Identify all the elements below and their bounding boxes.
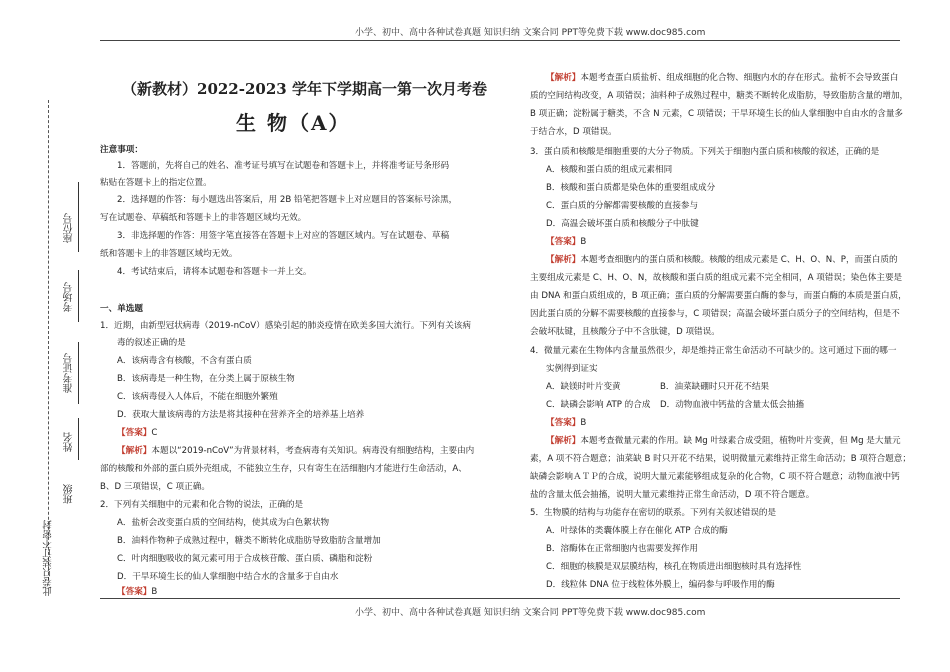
analysis-line: 由 DNA 和蛋白质组成的，B 项正确；蛋白质的分解需要蛋白酶的参与，而蛋白酶的本质是蛋白质， xyxy=(530,291,907,301)
q1-option: B．该病毒是一种生物，在分类上属于原核生物 xyxy=(117,374,295,384)
analysis-line: 本题考查微量元素的作用。缺 Mg 叶绿素合成受阻，植物叶片变黄，但 Mg 是大量元 xyxy=(580,436,901,446)
seal-notice: 此卷只装订不密封 xyxy=(43,520,54,596)
q4-answer xyxy=(546,417,586,430)
room-blank xyxy=(78,270,79,322)
analysis-line: B 项正确；淀粉属于糖类，不含 N 元素，C 项错误；干旱环境生长的仙人掌细胞中自由水的含量多 xyxy=(530,109,904,119)
q4-option-a: A．缺镁时叶片变黄 xyxy=(546,382,621,392)
analysis-line: 盐的含量太低会抽搐，说明大量元素维持正常生命活动，D 项不符合题意。 xyxy=(530,490,815,500)
q3-option: C．蛋白质的分解都需要核酸的直接参与 xyxy=(546,201,699,211)
analysis-tag: 【解析】 xyxy=(546,436,581,446)
q4-option-d: D．动物血液中钙盐的含量太低会抽搐 xyxy=(660,400,805,410)
room-label: 考场号 xyxy=(64,282,75,312)
analysis-line: 素，A 项不符合题意；油菜缺 B 时只开花不结果，说明微量元素维持正常生命活动；B 项符合题意； xyxy=(530,454,911,464)
q4-analysis xyxy=(546,435,901,448)
q5-option: B．溶酶体在正常细胞内也需要发挥作用 xyxy=(546,544,698,554)
binding-line xyxy=(48,100,49,580)
q2-option: D．干旱环境生长的仙人掌细胞中结合水的含量多于自由水 xyxy=(117,572,339,582)
analysis-line: B、D 三项错误，C 项正确。 xyxy=(100,482,210,492)
note-line: 纸和答题卡上的非答题区域均无效。 xyxy=(100,249,238,259)
q2-option: A．盐析会改变蛋白质的空间结构，使其成为白色絮状物 xyxy=(117,518,330,528)
q2-analysis xyxy=(546,72,898,85)
q5-stem: 5．生物膜的结构与功能存在密切的联系。下列有关叙述错误的是 xyxy=(530,508,777,518)
notes-heading: 注意事项： xyxy=(100,145,143,155)
analysis-line: 于结合水，D 项错误。 xyxy=(530,127,617,137)
q1-answer xyxy=(117,427,157,440)
q1-stem: 毒的叙述正确的是 xyxy=(117,338,186,348)
section-title: 一、单选题 xyxy=(100,304,143,314)
note-line: 1．答题前，先将自己的姓名、准考证号填写在试题卷和答题卡上，并将准考证号条形码 xyxy=(117,161,450,171)
q2-answer xyxy=(117,586,157,599)
q3-analysis xyxy=(546,254,898,267)
answer-tag: 【答案】 xyxy=(117,428,152,438)
note-line: 粘贴在答题卡上的指定位置。 xyxy=(100,178,212,188)
header-rule xyxy=(100,40,900,41)
analysis-tag: 【解析】 xyxy=(546,73,581,83)
analysis-line: 部的核酸和外部的蛋白质外壳组成，不能独立生存，只有寄生在活细胞内才能进行生命活动，A、 xyxy=(100,464,467,474)
q1-analysis xyxy=(117,445,474,458)
analysis-line: 质的空间结构改变，A 项错误；油料种子成熟过程中，糖类不断转化成脂肪，导致脂肪含量的增加， xyxy=(530,91,909,101)
analysis-tag: 【解析】 xyxy=(546,255,581,265)
page-header: 小学、初中、高中各种试卷真题 知识归纳 文案合同 PPT等免费下载 www.doc985.com xyxy=(355,28,706,38)
q2-option: C．叶肉细胞吸收的氮元素可用于合成核苷酸、蛋白质、磷脂和淀粉 xyxy=(117,554,373,564)
note-line: 写在试题卷、草稿纸和答题卡上的非答题区域均无效。 xyxy=(100,213,307,223)
answer-value: C xyxy=(151,428,158,438)
analysis-line: 本题以“2019-nCoV”为背景材料，考查病毒有关知识。病毒没有细胞结构，主要由内 xyxy=(151,446,475,456)
analysis-line: 本题考查蛋白质盐析、组成细胞的化合物、细胞内水的存在形式。盐析不会导致蛋白 xyxy=(580,73,899,83)
q5-option: A．叶绿体的类囊体膜上存在催化 ATP 合成的酶 xyxy=(546,526,728,536)
exam-subject: 生 物（A） xyxy=(236,111,351,135)
answer-tag: 【答案】 xyxy=(546,418,581,428)
q4-stem: 4．微量元素在生物体内含量虽然很少，却是维持正常生命活动不可缺少的。这可通过下面的哪一 xyxy=(530,346,897,356)
analysis-line: 因此蛋白质的分解不需要核酸的直接参与，C 项错误；高温会破坏蛋白质分子的空间结构，但是不 xyxy=(530,309,900,319)
seat-label: 座位号 xyxy=(64,213,75,243)
ticket-label: 准考证号 xyxy=(64,353,75,393)
footer-rule xyxy=(100,598,900,599)
q4-stem: 实例得到证实 xyxy=(546,364,598,374)
answer-tag: 【答案】 xyxy=(546,237,581,247)
analysis-tag: 【解析】 xyxy=(117,446,152,456)
q5-option: C．细胞的核膜是双层膜结构，核孔在物质进出细胞核时具有选择性 xyxy=(546,562,802,572)
class-label: 班级 xyxy=(64,484,75,504)
q2-option: B．油料作物种子成熟过程中，糖类不断转化成脂肪导致脂肪含量增加 xyxy=(117,536,381,546)
answer-tag: 【答案】 xyxy=(117,587,152,597)
q5-option: D．线粒体 DNA 位于线粒体外膜上，编码参与呼吸作用的酶 xyxy=(546,580,775,590)
q1-option: A．该病毒含有核酸，不含有蛋白质 xyxy=(117,356,252,366)
analysis-line: 缺磷会影响ＡＴＰ的合成，说明大量元素能够组成复杂的化合物，C 项不符合题意；动物血液中钙 xyxy=(530,472,900,482)
answer-value: B xyxy=(151,587,158,597)
answer-value: B xyxy=(580,237,587,247)
q3-option: B．核酸和蛋白质都是染色体的重要组成成分 xyxy=(546,183,716,193)
answer-value: B xyxy=(580,418,587,428)
note-line: 4．考试结束后，请将本试题卷和答题卡一并上交。 xyxy=(117,267,312,277)
analysis-line: 会破坏肽键，且核酸分子中不含肽键，D 项错误。 xyxy=(530,327,720,337)
q1-stem: 1．近期，由新型冠状病毒（2019-nCoV）感染引起的肺炎疫情在欧美多国大流行。下列有关该病 xyxy=(100,321,471,331)
note-line: 2．选择题的作答：每小题选出答案后，用 2B 铅笔把答题卡上对应题目的答案标号涂黑， xyxy=(117,195,458,205)
q3-stem: 3．蛋白质和核酸是细胞重要的大分子物质。下列关于细胞内蛋白质和核酸的叙述，正确的是 xyxy=(530,147,880,157)
exam-title: （新教材）2022-2023 学年下学期高一第一次月考卷 xyxy=(122,80,487,98)
analysis-line: 主要组成元素是 C、H、O、N，故核酸和蛋白质的组成元素不完全相同，A 项错误；染色体主要是 xyxy=(530,273,903,283)
q3-answer xyxy=(546,236,586,249)
q4-option-b: B．油菜缺硼时只开花不结果 xyxy=(660,382,770,392)
q1-option: C．该病毒侵入人体后，不能在细胞外繁殖 xyxy=(117,392,278,402)
q2-stem: 2．下列有关细胞中的元素和化合物的说法，正确的是 xyxy=(100,500,304,510)
q1-option: D．获取大量该病毒的方法是将其接种在营养齐全的培养基上培养 xyxy=(117,410,365,420)
name-blank xyxy=(78,418,79,460)
q3-option: A．核酸和蛋白质的组成元素相同 xyxy=(546,165,673,175)
name-label: 姓名 xyxy=(64,432,75,452)
seat-blank xyxy=(78,182,79,252)
note-line: 3．非选择题的作答：用签字笔直接答在答题卡上对应的答题区域内。写在试题卷、草稿 xyxy=(117,231,450,241)
page-footer: 小学、初中、高中各种试卷真题 知识归纳 文案合同 PPT等免费下载 www.doc985.com xyxy=(355,608,706,618)
q4-option-c: C．缺磷会影响 ATP 的合成 xyxy=(546,400,651,410)
q3-option: D．高温会破坏蛋白质和核酸分子中肽键 xyxy=(546,219,699,229)
analysis-line: 本题考查细胞内的蛋白质和核酸。核酸的组成元素是 C、H、O、N、P，而蛋白质的 xyxy=(580,255,898,265)
ticket-blank xyxy=(78,342,79,404)
